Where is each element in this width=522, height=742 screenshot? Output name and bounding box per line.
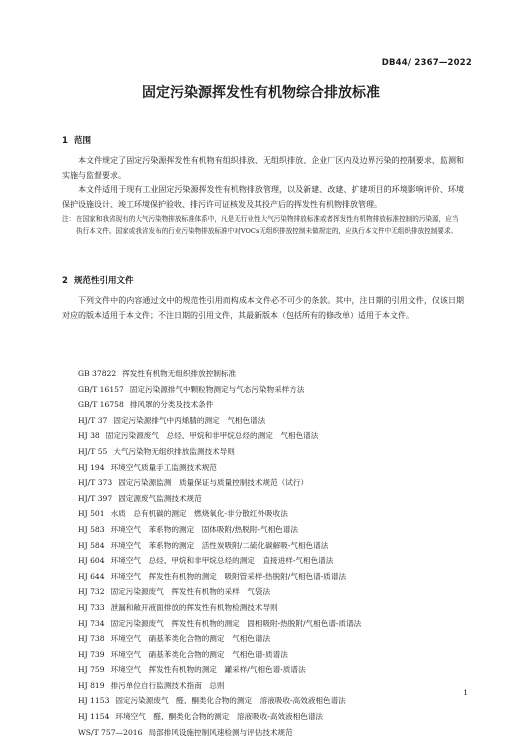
reference-code: HJ 584: [78, 540, 105, 550]
reference-title: 环境空气 挥发性有机物的测定 吸附管采样-热脱附/气相色谱-质谱法: [110, 571, 347, 581]
reference-code: HJ 644: [78, 571, 105, 581]
reference-item: [78, 584, 361, 600]
reference-code: HJ 501: [78, 509, 105, 519]
reference-item: [78, 600, 361, 616]
reference-item: [78, 678, 361, 694]
reference-item: [78, 522, 361, 538]
section-title: 规范性引用文件: [74, 276, 134, 286]
reference-item: [78, 631, 361, 647]
reference-item: [78, 506, 361, 522]
reference-code: HJ 734: [78, 618, 105, 628]
reference-item: [78, 538, 361, 554]
reference-code: HJ 583: [78, 524, 105, 534]
reference-title: 大气污染物无组织排放监测技术导则: [113, 446, 235, 456]
reference-item: [78, 444, 361, 460]
reference-title: 挥发性有机物无组织排放控制标准: [122, 369, 237, 378]
reference-code: GB 37822: [78, 369, 117, 378]
reference-title: 环境空气质量手工监测技术规范: [110, 462, 217, 472]
reference-item: [78, 460, 361, 476]
reference-title: 固定污染源废气 挥发性有机物的采样 气袋法: [110, 587, 271, 597]
reference-title: 环境空气 苯系物的测定 固体吸附/热脱附-气相色谱法: [110, 524, 298, 534]
reference-code: HJ 739: [78, 649, 105, 659]
reference-title: 固定源废气监测技术规范: [118, 493, 202, 503]
reference-code: GB/T 16157: [78, 384, 124, 394]
reference-code: HJ 1154: [78, 712, 110, 722]
reference-title: 排污单位自行监测技术指南 总则: [110, 680, 225, 690]
document-title: 固定污染源挥发性有机物综合排放标准: [142, 85, 380, 101]
reference-title: 泄漏和敞开液面排放的挥发性有机物检测技术导则: [110, 602, 278, 612]
section-number: 2: [62, 276, 68, 286]
note-label: 注：: [62, 215, 76, 223]
reference-title: 环境空气 硝基苯类化合物的测定 气相色谱-质谱法: [110, 649, 288, 659]
reference-code: HJ 732: [78, 587, 105, 597]
section-heading-references: [62, 274, 134, 286]
reference-title: 固定污染源废气 总烃、甲烷和非甲烷总烃的测定 气相色谱法: [105, 431, 319, 441]
reference-code: HJ 1153: [78, 696, 110, 706]
scope-paragraph-1: 本文件规定了固定污染源挥发性有机物有组织排放、无组织排放、企业厂区内及边界污染的控制要求、监测和实施与监督要求。: [62, 156, 464, 180]
section-title: 范围: [74, 136, 92, 146]
reference-item: [78, 428, 361, 444]
reference-item: [78, 413, 361, 429]
reference-code: HJ 604: [78, 556, 105, 566]
reference-title: 环境空气 苯系物的测定 活性炭吸附/二硫化碳解吸-气相色谱法: [110, 540, 329, 550]
section-heading-scope: [62, 134, 91, 146]
document-code: DB44/ 2367—2022: [381, 58, 472, 68]
reference-item: [78, 569, 361, 585]
reference-code: HJ/T 55: [78, 446, 108, 456]
reference-title: 环境空气 硝基苯类化合物的测定 气相色谱法: [110, 634, 271, 644]
reference-code: WS/T 757—2016: [78, 727, 143, 737]
reference-item: [78, 725, 361, 741]
reference-code: HJ/T 373: [78, 478, 113, 488]
scope-paragraph-2: 本文件适用于现有工业固定污染源挥发性有机物排放管理，以及新建、改建、扩建项目的环境影响评价、环境保护设施设计、竣工环境保护验收、排污许可证核发及其投产后的挥发性有机物排放管理。: [62, 185, 464, 209]
reference-title: 局部排风设施控制风速检测与评估技术规范: [148, 727, 293, 737]
reference-code: HJ 733: [78, 602, 105, 612]
note-text: 在国家和我省现有的大气污染物排放标准体系中，凡是无行业性大气污染物排放标准或者挥发性有机物排放标准控制的污染源，应当执行本文件。国家或我省发布的行业污染物排放标准中对VOCs无组织排放控制未做规定的，应执行本文件中无组织排放控制要求。: [76, 215, 459, 235]
reference-code: GB/T 16758: [78, 400, 124, 410]
reference-code: HJ 738: [78, 634, 105, 644]
reference-title: 固定污染源排气中丙烯腈的测定 气相色谱法: [113, 415, 266, 425]
reference-code: HJ 38: [78, 431, 100, 441]
reference-item: [78, 382, 361, 398]
reference-code: HJ 759: [78, 665, 105, 675]
reference-code: HJ/T 397: [78, 493, 113, 503]
reference-title: 排风罩的分类及技术条件: [129, 400, 214, 410]
reference-item: [78, 366, 361, 382]
references-list: [78, 366, 361, 740]
reference-title: 固定污染源监测 质量保证与质量控制技术规范（试行）: [118, 478, 309, 488]
reference-title: 固定污染源排气中颗粒物测定与气态污染物采样方法: [129, 384, 305, 394]
reference-title: 固定污染源废气 醛、酮类化合物的测定 溶液吸收-高效液相色谱法: [115, 696, 346, 706]
reference-code: HJ 819: [78, 680, 105, 690]
section-number: 1: [62, 136, 68, 146]
reference-code: HJ/T 37: [78, 415, 108, 425]
reference-title: 环境空气 醛、酮类化合物的测定 溶液吸收-高效液相色谱法: [115, 712, 324, 722]
reference-title: 固定污染源废气 挥发性有机物的测定 固相吸附-热脱附/气相色谱-质谱法: [110, 618, 362, 628]
reference-item: [78, 709, 361, 725]
reference-item: [78, 491, 361, 507]
page-number: 1: [463, 688, 468, 697]
references-intro-paragraph: 下列文件中的内容通过文中的规范性引用而构成本文件必不可少的条款。其中，注日期的引用文件，仅该日期对应的版本适用于本文件；不注日期的引用文件，其最新版本（包括所有的修改单）适用于本文件。: [62, 296, 464, 320]
reference-item: [78, 693, 361, 709]
reference-title: 环境空气 总烃、甲烷和非甲烷总烃的测定 直接进样-气相色谱法: [110, 556, 334, 566]
reference-code: HJ 194: [78, 462, 105, 472]
reference-item: [78, 647, 361, 663]
reference-item: [78, 616, 361, 632]
reference-item: [78, 475, 361, 491]
reference-item: [78, 397, 361, 413]
reference-item: [78, 662, 361, 678]
reference-title: 水质 总有机碳的测定 燃烧氧化-非分散红外吸收法: [110, 509, 288, 519]
reference-item: [78, 553, 361, 569]
scope-note: [62, 213, 464, 237]
reference-title: 环境空气 挥发性有机物的测定 罐采样/气相色谱-质谱法: [110, 665, 306, 675]
